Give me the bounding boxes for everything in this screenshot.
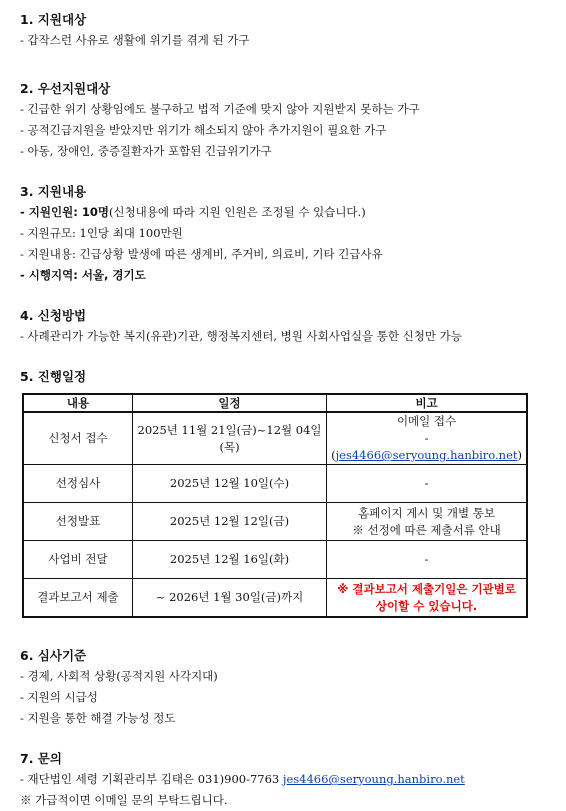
list-item-region: - 시행지역: 서울, 경기도 [20,268,146,282]
cell-date: 2025년 11월 21일(금)~12월 04일(목) [132,412,326,465]
cell-date: 2025년 12월 16일(화) [132,541,326,579]
section-title: 1. 지원대상 [20,12,87,27]
note-line: ※ 선정에 따른 제출서류 안내 [352,522,501,537]
cell-date: 2025년 12월 12일(금) [132,503,326,541]
table-row [23,503,527,541]
contact-text: - 재단법인 세령 기획관리부 김태은 031)900-7763 [20,772,283,786]
list-item: - 긴급한 위기 상황임에도 불구하고 법적 기준에 맞지 않아 지원받지 못하는 가구 [20,102,420,116]
cell-date: 2025년 12월 10일(수) [132,465,326,503]
table-row [23,579,527,618]
list-item: - 공적긴급지원을 받았지만 위기가 해소되지 않아 추가지원이 필요한 가구 [20,123,387,137]
section-schedule [20,369,546,618]
contact-line [20,769,546,790]
cell-note: - [327,465,527,503]
recipients-note: (신청내용에 따라 지원 인원은 조정될 수 있습니다.) [108,205,366,219]
column-header-date: 일정 [132,394,326,412]
column-header-note: 비고 [327,394,527,412]
schedule-table [22,393,528,618]
cell-note [327,412,527,465]
cell-item: 사업비 전달 [23,541,132,579]
cell-item: 선정심사 [23,465,132,503]
list-item: - 경제, 사회적 상황(공적지원 사각지대) [20,669,218,683]
section-criteria [20,648,546,729]
list-item: - 지원규모: 1인당 최대 100만원 [20,226,183,240]
section-title: 3. 지원내용 [20,184,87,199]
list-item: - 갑작스런 사유로 생활에 위기를 겪게 된 가구 [20,33,250,47]
cell-date: ~ 2026년 1월 30일(금)까지 [132,579,326,618]
email-link[interactable]: jes4466@seryoung.hanbiro.net [335,448,518,462]
section-title: 7. 문의 [20,751,62,766]
contact-email-link[interactable]: jes4466@seryoung.hanbiro.net [282,772,465,786]
document-body [20,12,546,811]
cell-note-warning: ※ 결과보고서 제출기일은 기관별로 상이할 수 있습니다. [327,579,527,618]
list-item-recipients [20,202,546,223]
section-priority-target [20,81,546,162]
recipients-label: - 지원인원: 10명 [20,205,109,219]
note-suffix: ) [517,448,523,462]
table-row [23,541,527,579]
section-contact [20,751,546,811]
list-item: - 지원의 시급성 [20,690,98,704]
list-item: - 지원을 통한 해결 가능성 정도 [20,711,176,725]
table-header-row [23,394,527,412]
section-title: 4. 신청방법 [20,308,87,323]
cell-note: - [327,541,527,579]
note-line [331,430,522,464]
list-item: - 아동, 장애인, 중증질환자가 포함된 긴급위기가구 [20,144,272,158]
contact-note: ※ 가급적이면 이메일 문의 부탁드립니다. [20,793,228,807]
note-line: 이메일 접수 [396,414,457,428]
section-support-content [20,184,546,286]
cell-note [327,503,527,541]
cell-item: 선정발표 [23,503,132,541]
table-row [23,412,527,465]
note-line: 홈페이지 게시 및 개별 통보 [358,505,495,520]
table-row [23,465,527,503]
section-title: 2. 우선지원대상 [20,81,111,96]
cell-item: 신청서 접수 [23,412,132,465]
list-item: - 지원내용: 긴급상황 발생에 따른 생계비, 주거비, 의료비, 기타 긴급사유 [20,247,383,261]
list-item: - 사례관리가 가능한 복지(유관)기관, 행정복지센터, 병원 사회사업실을 통한 신청만 가능 [20,329,462,343]
cell-item: 결과보고서 제출 [23,579,132,618]
note-prefix: - ( [331,431,429,462]
section-title: 5. 진행일정 [20,369,87,384]
section-title: 6. 심사기준 [20,648,87,663]
section-target [20,12,546,51]
section-apply-method [20,308,546,347]
column-header-item: 내용 [23,394,132,412]
